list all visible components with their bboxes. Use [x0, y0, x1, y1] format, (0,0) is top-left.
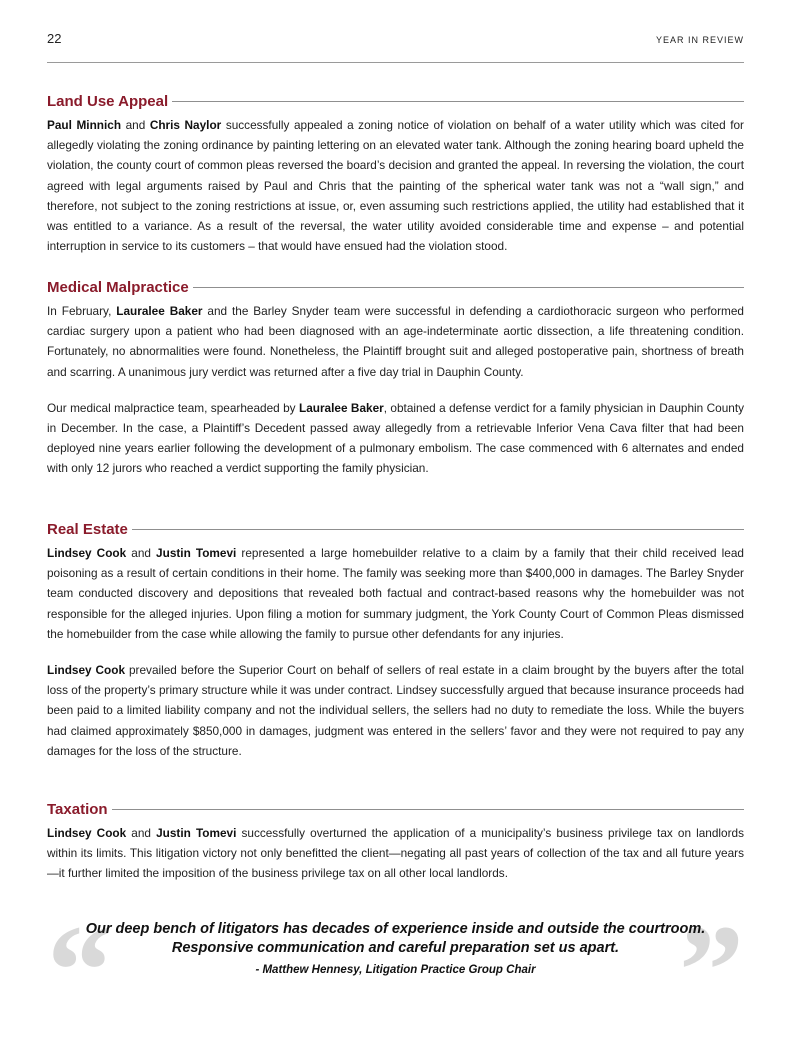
- heading-rule: [172, 101, 744, 102]
- paragraph-text: and the Barley Snyder team were successful in defending a cardiothoracic surgeon who performed cardiac surgery upon a patient who had been diagnosed with an age-indeterminate aortic dissection, a life threatening condition. Fortunately, no abnormalities were found. Nonetheless, the Plaintiff brought suit and alleged postoperative pain, shortness of breath and scarring. A unanimous jury verdict was returned after a five day trial in Dauphin County.: [47, 304, 744, 379]
- heading-rule: [193, 287, 744, 288]
- section-medical-malpractice: [47, 277, 744, 479]
- attorney-name: Paul Minnich: [47, 118, 122, 132]
- attorney-name: Justin Tomevi: [156, 546, 237, 560]
- paragraph-text: prevailed before the Superior Court on behalf of sellers of real estate in a claim brought by the buyers after the total loss of the property’s primary structure while it was under contract. Lindsey successfully argued that because insurance proceeds had been paid to a limited liability company and not the individual sellers, the sellers had no duty to remediate the loss. While the buyers had claimed approximately $850,000 in damages, judgment was entered in the sellers’ favor and they were not required to pay any damages for the loss of the structure.: [47, 663, 744, 758]
- section-heading: Real Estate: [47, 520, 128, 538]
- heading-rule: [132, 529, 744, 530]
- section-heading: Taxation: [47, 800, 108, 818]
- paragraph: [47, 398, 744, 479]
- pull-quote: [47, 899, 744, 1043]
- section-heading: Land Use Appeal: [47, 92, 169, 110]
- paragraph: [47, 301, 744, 382]
- attorney-name: Chris Naylor: [149, 118, 222, 132]
- paragraph: [47, 115, 744, 256]
- paragraph-text: In February,: [47, 304, 117, 318]
- paragraph-text: , obtained a defense verdict for a family physician in Dauphin County in December. In the case, a Plaintiff’s Decedent passed away allegedly from a retrievable Inferior Vena Cava filter that had been deployed nine years earlier following the development of a pulmonary embolism. The case commenced with 6 alternates and ended with only 12 jurors who reached a verdict supporting the family physician.: [47, 400, 744, 476]
- section-heading: Medical Malpractice: [47, 278, 189, 296]
- section-heading-row: [47, 519, 744, 539]
- section-heading-row: [47, 91, 744, 111]
- section-real-estate: [47, 519, 744, 761]
- paragraph-text: represented a large homebuilder relative to a claim by a family that their child received lead poisoning as a result of certain conditions in their home. The family was seeking more than $400,000 in damages. The Barley Snyder team conducted discovery and depositions that revealed both factual and contract-based reasons why the homebuilder was not responsible for the alleged injuries. Upon filing a motion for summary judgment, the York County Court of Common Pleas dismissed the homebuilder from the case while allowing the family to pursue other defendants for any injuries.: [47, 546, 744, 641]
- running-header-title: YEAR IN REVIEW: [655, 35, 744, 45]
- attorney-name: Lindsey Cook: [47, 663, 126, 678]
- paragraph-text: Our medical malpractice team, spearheaded by: [47, 400, 299, 415]
- paragraph: [47, 543, 744, 644]
- quote-line: Responsive communication and careful preparation set us apart.: [171, 940, 620, 956]
- quote-text: [47, 920, 744, 958]
- close-quote-icon: ”: [679, 899, 744, 1043]
- heading-rule: [112, 809, 744, 810]
- paragraph-text: successfully appealed a zoning notice of violation on behalf of a water utility which was cited for allegedly violating the zoning ordinance by painting lettering on an elevated water tank. Although the zoning hearing board upheld the violation, the county court of common pleas reversed the board’s decision and granted the appeal. In reversing the violation, the court agreed with legal arguments raised by Paul and Chris that the painting of the spherical water tank was not a “wall sign,” and therefore, not subject to the zoning restrictions at issue, or, even assuming such restrictions applied, the utility had established that it was entitled to a variance. As a result of the reversal, the water utility avoided considerable time and expense – and potential interruption in service to its customers – that would have ensued had the violation stood.: [47, 118, 744, 254]
- paragraph-text: and: [121, 118, 150, 132]
- paragraph: [47, 660, 744, 761]
- attorney-name: Lauralee Baker: [116, 304, 203, 318]
- attorney-name: Lauralee Baker: [298, 400, 384, 415]
- section-land-use-appeal: [47, 91, 744, 256]
- paragraph-text: successfully overturned the application of a municipality’s business privilege tax on landlords within its limits. This litigation victory not only benefitted the client—negating all past years of collection of the tax and all future years—it further limited the imposition of the business privilege tax on all other local landlords.: [47, 826, 744, 881]
- attorney-name: Lindsey Cook: [47, 546, 127, 560]
- page-number: 22: [47, 31, 62, 46]
- paragraph-text: and: [126, 546, 157, 560]
- attorney-name: Lindsey Cook: [47, 826, 127, 840]
- attorney-name: Justin Tomevi: [156, 826, 237, 840]
- open-quote-icon: “: [47, 899, 112, 1043]
- section-heading-row: [47, 799, 744, 819]
- section-taxation: [47, 799, 744, 884]
- quote-line: Our deep bench of litigators has decades of experience inside and outside the courtroom.: [85, 921, 706, 937]
- quote-attribution: - Matthew Hennesy, Litigation Practice Group Chair: [255, 964, 536, 976]
- header-divider: [47, 62, 744, 63]
- paragraph-text: and: [126, 826, 157, 840]
- section-heading-row: [47, 277, 744, 297]
- paragraph: [47, 823, 744, 884]
